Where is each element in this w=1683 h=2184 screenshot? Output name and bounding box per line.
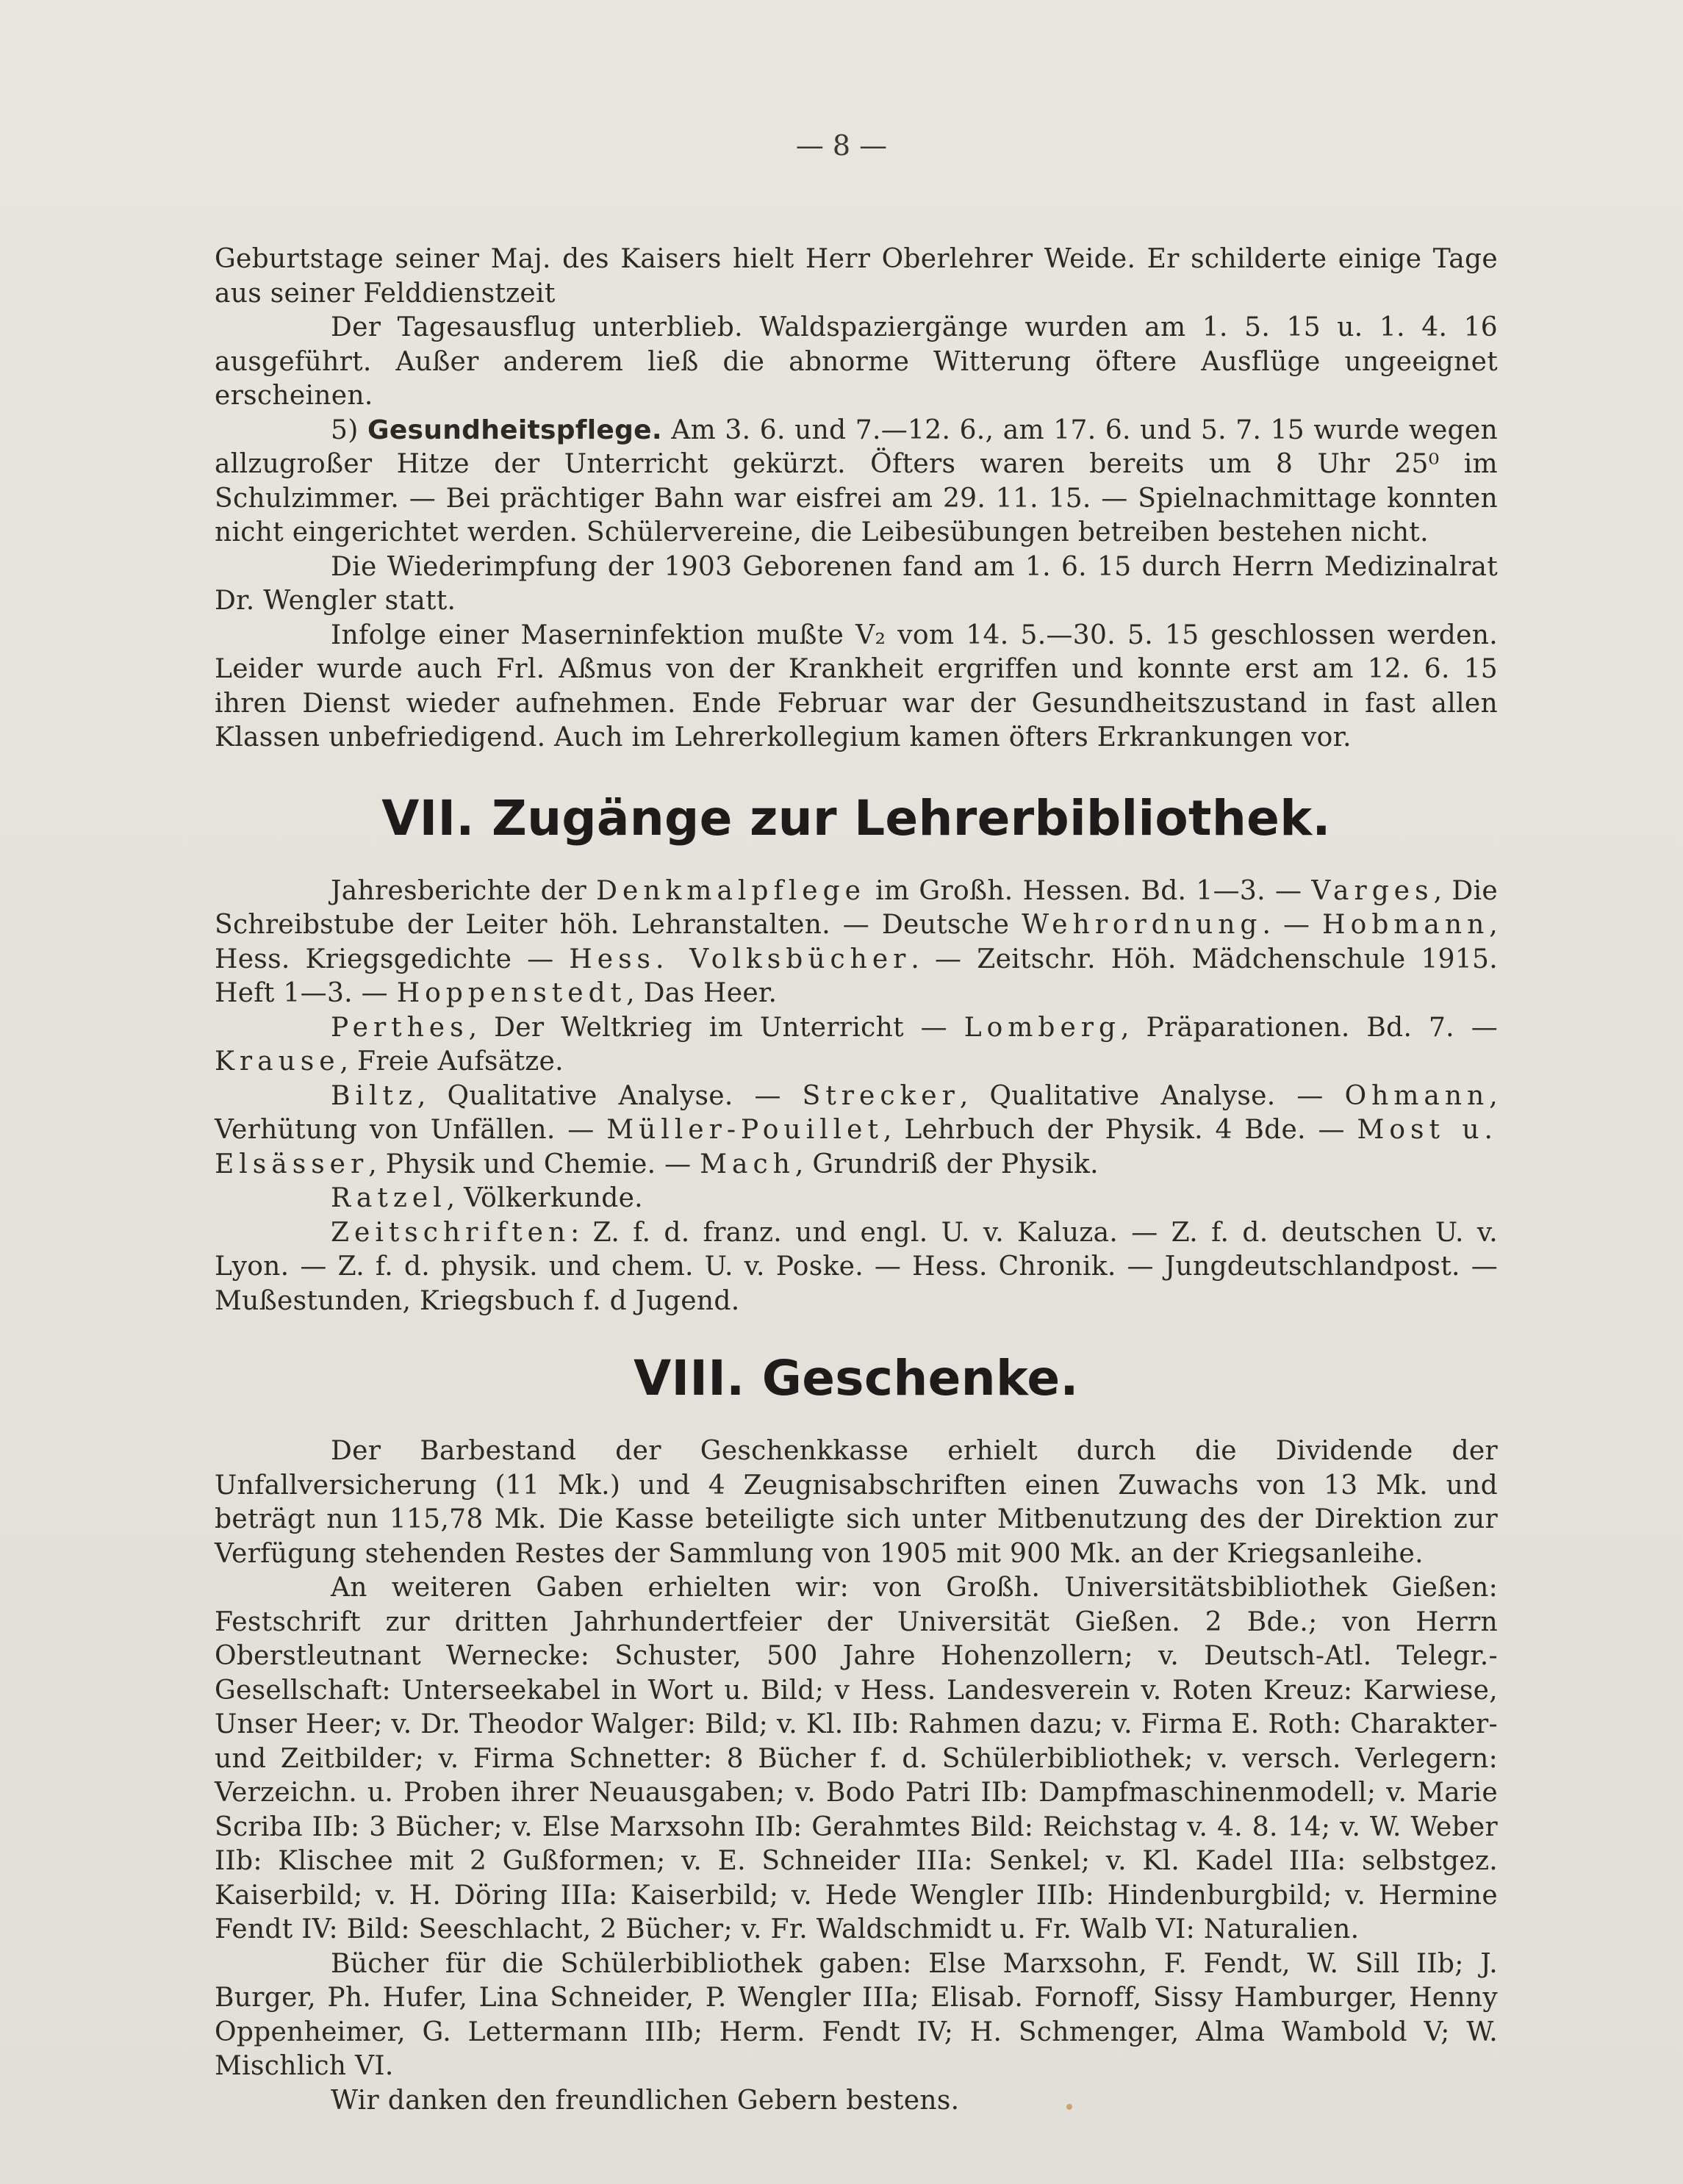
section-text: Am 3. 6. und 7.—12. 6., am 17. 6. und 5. 7. 15 wurde wegen allzugroßer Hitze der Unterricht gekürzt. Öfters waren bereits um 8 Uhr 25⁰ im Schulzimmer. — Bei prächtiger Bahn war eisfrei am 29. 11. 15. — Spielnachmittage konnten nicht eingerichtet werden. Schülervereine, die Leibesübungen betreiben bestehen nicht. [215, 414, 1499, 547]
paragraph-health [215, 414, 1498, 550]
section-heading: VIII. Geschenke. [634, 1350, 1079, 1407]
paragraph: Der Tagesausflug unterblieb. Waldspaziergänge wurden am 1. 5. 15 u. 1. 4. 16 ausgeführt. Außer anderem ließ die abnorme Witterung öftere Ausflüge ungeeignet erscheinen. [215, 312, 1498, 411]
paragraph: Die Wiederimpfung der 1903 Geborenen fand am 1. 6. 15 durch Herrn Medizinalrat Dr. Wengler statt. [215, 551, 1498, 616]
library-entry: Biltz, Qualitative Analyse. — Strecker, Qualitative Analyse. — Ohmann, Verhütung von Unfällen. — Müller-Pouillet, Lehrbuch der Physik. 4 Bde. — Most u. Elsässer, Physik und Chemie. — Mach, Grundriß der Physik. [215, 1080, 1498, 1179]
library-entry: Jahresberichte der Denkmalpflege im Großh. Hessen. Bd. 1—3. — Varges, Die Schreibstube der Leiter höh. Lehranstalten. — Deutsche Wehrordnung. — Hobmann, Hess. Kriegsgedichte — Hess. Volksbücher. — Zeitschr. Höh. Mädchenschule 1915. Heft 1—3. — Hoppenstedt, Das Heer. [215, 875, 1499, 1008]
paper-speck [1066, 2104, 1072, 2110]
page-body [215, 243, 1498, 2118]
library-entry: Ratzel, Völkerkunde. [331, 1183, 643, 1213]
section-number: 5) [331, 414, 359, 445]
paragraph: Geburtstage seiner Maj. des Kaisers hielt Herr Oberlehrer Weide. Er schilderte einige Tage aus seiner Felddienstzeit [215, 244, 1498, 309]
paragraph: Wir danken den freundlichen Gebern bestens. [331, 2085, 960, 2116]
paragraph: Der Barbestand der Geschenkkasse erhielt durch die Dividende der Unfallversicherung (11 Mk.) und 4 Zeugnisabschriften einen Zuwachs von 13 Mk. und beträgt nun 115,78 Mk. Die Kasse beteiligte sich unter Mitbenutzung des der Direktion zur Verfügung stehenden Restes der Sammlung von 1905 mit 900 Mk. an der Kriegsanleihe. [215, 1436, 1498, 1569]
section-heading: VII. Zugänge zur Lehrerbibliothek. [381, 789, 1331, 847]
paragraph: Bücher für die Schülerbibliothek gaben: Else Marxsohn, F. Fendt, W. Sill IIb; J. Burger, Ph. Hufer, Lina Schneider, P. Wengler IIIa; Elisab. Fornoff, Sissy Hamburger, Henny Oppenheimer, G. Lettermann IIIb; Herm. Fendt IV; H. Schmenger, Alma Wambold V; W. Mischlich VI. [215, 1948, 1498, 2081]
section-title: Gesundheitspflege. [367, 414, 662, 445]
paragraph: Infolge einer Maserninfektion mußte V₂ vom 14. 5.—30. 5. 15 geschlossen werden. Leider wurde auch Frl. Aßmus von der Krankheit ergriffen und konnte erst am 12. 6. 15 ihren Dienst wieder aufnehmen. Ende Februar war der Gesundheitszustand in fast allen Klassen unbefriedigend. Auch im Lehrerkollegium kamen öfters Erkrankungen vor. [215, 619, 1498, 752]
library-entry: Zeitschriften: Z. f. d. franz. und engl. U. v. Kaluza. — Z. f. d. deutschen U. v. Lyon. — Z. f. d. physik. und chem. U. v. Poske. — Hess. Chronik. — Jungdeutschlandpost. — Mußestunden, Kriegsbuch f. d Jugend. [215, 1217, 1498, 1316]
paragraph: An weiteren Gaben erhielten wir: von Großh. Universitätsbibliothek Gießen: Festschrift zur dritten Jahrhundertfeier der Universität Gießen. 2 Bde.; von Herrn Oberstleutnant Wernecke: Schuster, 500 Jahre Hohenzollern; v. Deutsch-Atl. Telegr.-Gesellschaft: Unterseekabel in Wort u. Bild; v Hess. Landesverein v. Roten Kreuz: Karwiese, Unser Heer; v. Dr. Theodor Walger: Bild; v. Kl. IIb: Rahmen dazu; v. Firma E. Roth: Charakter- und Zeitbilder; v. Firma Schnetter: 8 Bücher f. d. Schülerbibliothek; v. versch. Verlegern: Verzeichn. u. Proben ihrer Neuausgaben; v. Bodo Patri IIb: Dampfmaschinenmodell; v. Marie Scriba IIb: 3 Bücher; v. Else Marxsohn IIb: Gerahmtes Bild: Reichstag v. 4. 8. 14; v. W. Weber IIb: Klischee mit 2 Gußformen; v. E. Schneider IIIa: Senkel; v. Kl. Kadel IIIa: selbstgez. Kaiserbild; v. H. Döring IIIa: Kaiserbild; v. Hede Wengler IIIb: Hindenburgbild; v. Hermine Fendt IV: Bild: Seeschlacht, 2 Bücher; v. Fr. Waldschmidt u. Fr. Walb VI: Naturalien. [215, 1573, 1498, 1944]
library-entry: Perthes, Der Weltkrieg im Unterricht — Lomberg, Präparationen. Bd. 7. — Krause, Freie Aufsätze. [215, 1012, 1498, 1077]
page-number: — 8 — [795, 129, 888, 162]
